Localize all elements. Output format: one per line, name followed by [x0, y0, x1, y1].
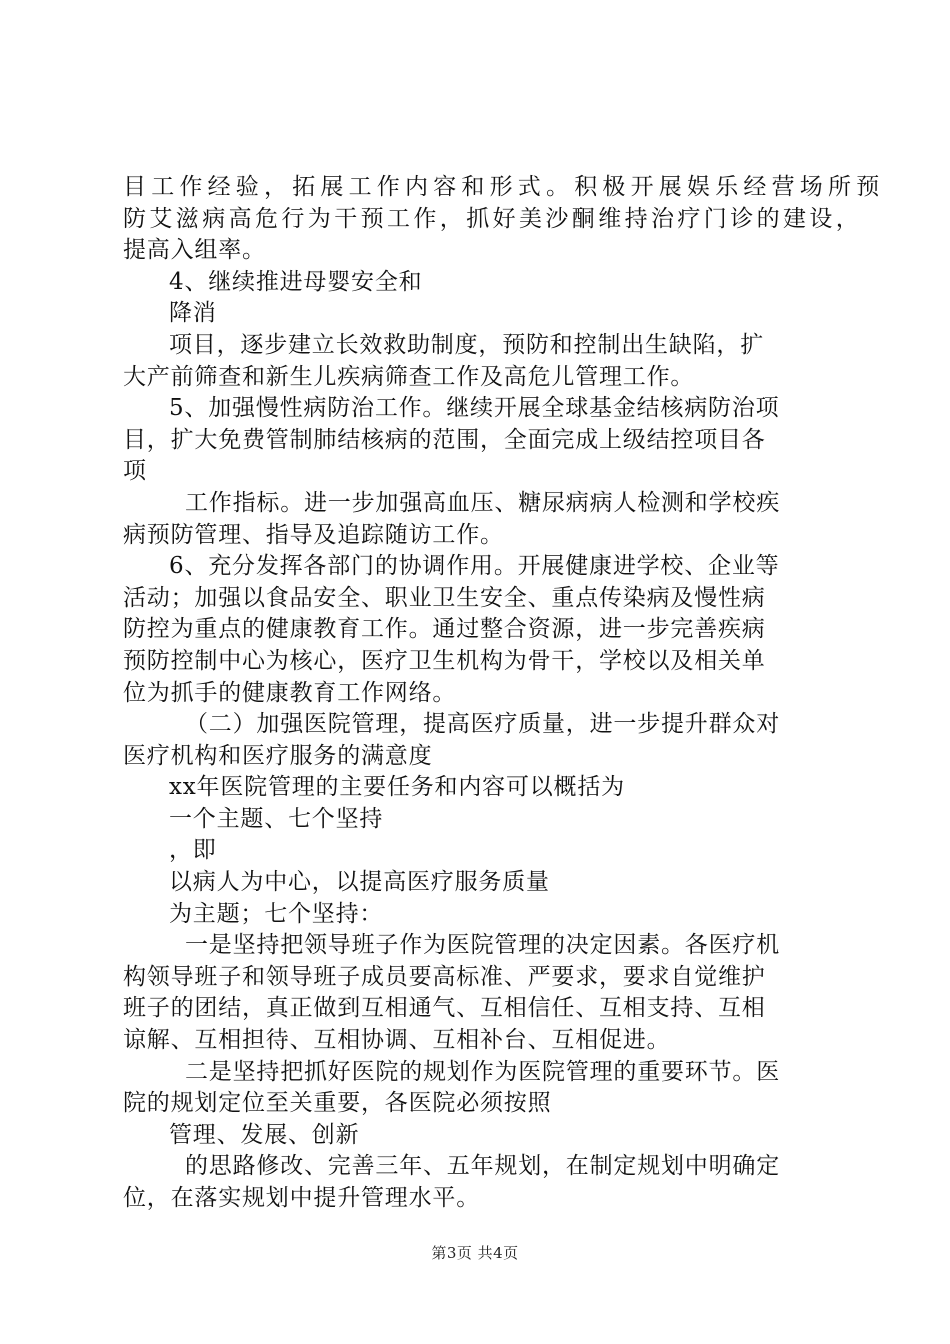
text-line: 谅解、互相担待、互相协调、互相补台、互相促进。	[123, 1027, 671, 1054]
text-line: 大产前筛查和新生儿疾病筛查工作及高危儿管理工作。	[123, 363, 695, 390]
text-line: （二）加强医院管理，提高医疗质量，进一步提升群众对	[185, 711, 780, 738]
text-line: 工作指标。进一步加强高血压、糖尿病病人检测和学校疾	[185, 489, 780, 516]
text-line: 预防控制中心为核心，医疗卫生机构为骨干，学校以及相关单	[123, 647, 766, 674]
text-line: 医疗机构和医疗服务的满意度	[123, 742, 433, 769]
text-line: 防艾滋病高危行为干预工作，抓好美沙酮维持治疗门诊的建设，	[123, 205, 863, 232]
text-line: xx年医院管理的主要任务和内容可以概括为	[169, 774, 625, 801]
document-body	[123, 172, 885, 1215]
text-line: 提高入组率。	[123, 237, 266, 264]
text-line: 活动；加强以食品安全、职业卫生安全、重点传染病及慢性病	[123, 584, 766, 611]
text-line: 位，在落实规划中提升管理水平。	[123, 1185, 480, 1211]
text-line: 以病人为中心，以提高医疗服务质量	[169, 869, 550, 896]
text-line: 一个主题、七个坚持	[169, 805, 384, 832]
text-line: 构领导班子和领导班子成员要高标准、严要求，要求自觉维护	[123, 963, 766, 990]
text-line: 为主题；七个坚持：	[169, 900, 384, 927]
text-line: 5、加强慢性病防治工作。继续开展全球基金结核病防治项	[169, 395, 780, 422]
text-line: 位为抓手的健康教育工作网络。	[123, 679, 457, 706]
text-line: 病预防管理、指导及追踪随访工作。	[123, 521, 504, 548]
text-line: 的思路修改、完善三年、五年规划，在制定规划中明确定	[185, 1153, 780, 1180]
text-line: 院的规划定位至关重要，各医院必须按照	[123, 1090, 552, 1117]
text-line: 降消	[169, 300, 217, 327]
text-line: 班子的团结，真正做到互相通气、互相信任、互相支持、互相	[123, 995, 766, 1022]
text-line: 目工作经验，拓展工作内容和形式。积极开展娱乐经营场所预	[123, 174, 885, 200]
text-line: 6、充分发挥各部门的协调作用。开展健康进学校、企业等	[169, 553, 780, 580]
text-line: 二是坚持把抓好医院的规划作为医院管理的重要环节。医	[185, 1058, 780, 1085]
text-line: ，即	[169, 837, 217, 864]
text-line: 目，扩大免费管制肺结核病的范围，全面完成上级结控项目各	[123, 426, 766, 453]
text-line: 项目，逐步建立长效救助制度，预防和控制出生缺陷，扩	[169, 331, 764, 358]
text-line: 管理、发展、创新	[169, 1121, 360, 1148]
text-line: 4、继续推进母婴安全和	[169, 268, 423, 295]
text-line: 项	[123, 458, 147, 485]
text-line: 一是坚持把领导班子作为医院管理的决定因素。各医疗机	[185, 932, 780, 959]
text-line: 防控为重点的健康教育工作。通过整合资源，进一步完善疾病	[123, 616, 766, 643]
page-number-footer: 第3页 共4页	[431, 1244, 519, 1262]
